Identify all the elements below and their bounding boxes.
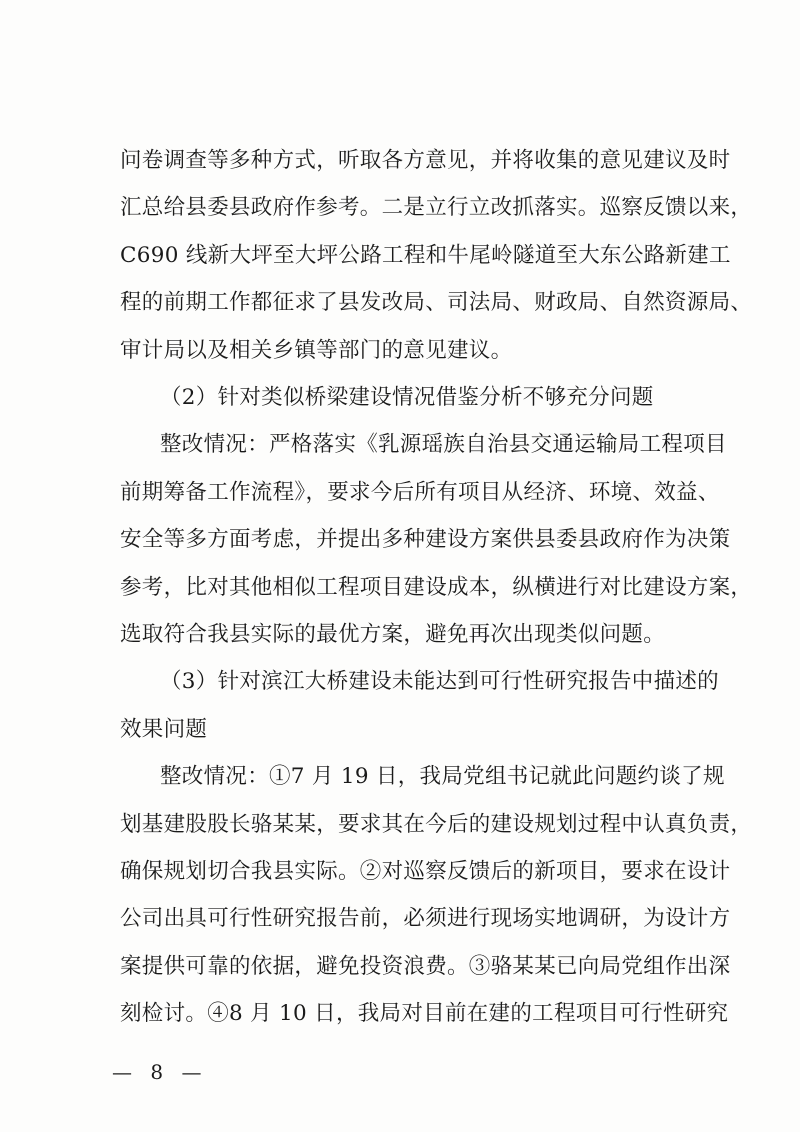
body-text-line: 汇总给县委县政府作参考。二是立行立改抓落实。巡察反馈以来，	[120, 195, 753, 221]
body-text-line: 选取符合我县实际的最优方案，避免再次出现类似问题。	[120, 622, 666, 647]
body-text-line: 程的前期工作都征求了县发改局、司法局、财政局、自然资源局、	[120, 290, 753, 316]
body-text-line: 刻检讨。④8 月 10 日，我局对目前在建的工程项目可行性研究	[120, 1001, 729, 1027]
body-text-line: 公司出具可行性研究报告前，必须进行现场实地调研，为设计方	[120, 906, 731, 932]
body-text-line: 参考，比对其他相似工程项目建设成本，纵横进行对比建设方案，	[120, 574, 753, 600]
body-text-line: 划基建股股长骆某某，要求其在今后的建设规划过程中认真负责，	[120, 811, 753, 837]
section-heading-2: （2）针对类似桥梁建设情况借鉴分析不够充分问题	[160, 385, 654, 410]
body-text-line: 整改情况：严格落实《乳源瑶族自治县交通运输局工程项目	[160, 432, 727, 458]
body-text-line: 安全等多方面考虑，并提出多种建设方案供县委县政府作为决策	[120, 527, 731, 553]
body-text-line: C690 线新大坪至大坪公路工程和牛尾岭隧道至大东公路新建工	[120, 242, 731, 268]
body-text-line: 案提供可靠的依据，避免投资浪费。③骆某某已向局党组作出深	[120, 953, 731, 979]
page-number: — 8 —	[112, 1060, 208, 1084]
body-text-line: 问卷调查等多种方式，听取各方意见，并将收集的意见建议及时	[120, 148, 731, 173]
body-text-line: 审计局以及相关乡镇等部门的意见建议。	[120, 337, 513, 363]
body-text-line: 前期筹备工作流程》，要求今后所有项目从经济、环境、效益、	[120, 479, 720, 505]
body-text-line: 确保规划切合我县实际。②对巡察反馈后的新项目，要求在设计	[120, 859, 731, 884]
section-heading-3-cont: 效果问题	[120, 716, 208, 742]
body-text-line: 整改情况：①7 月 19 日，我局党组书记就此问题约谈了规	[160, 764, 725, 790]
section-heading-3: （3）针对滨江大桥建设未能达到可行性研究报告中描述的	[160, 669, 719, 695]
